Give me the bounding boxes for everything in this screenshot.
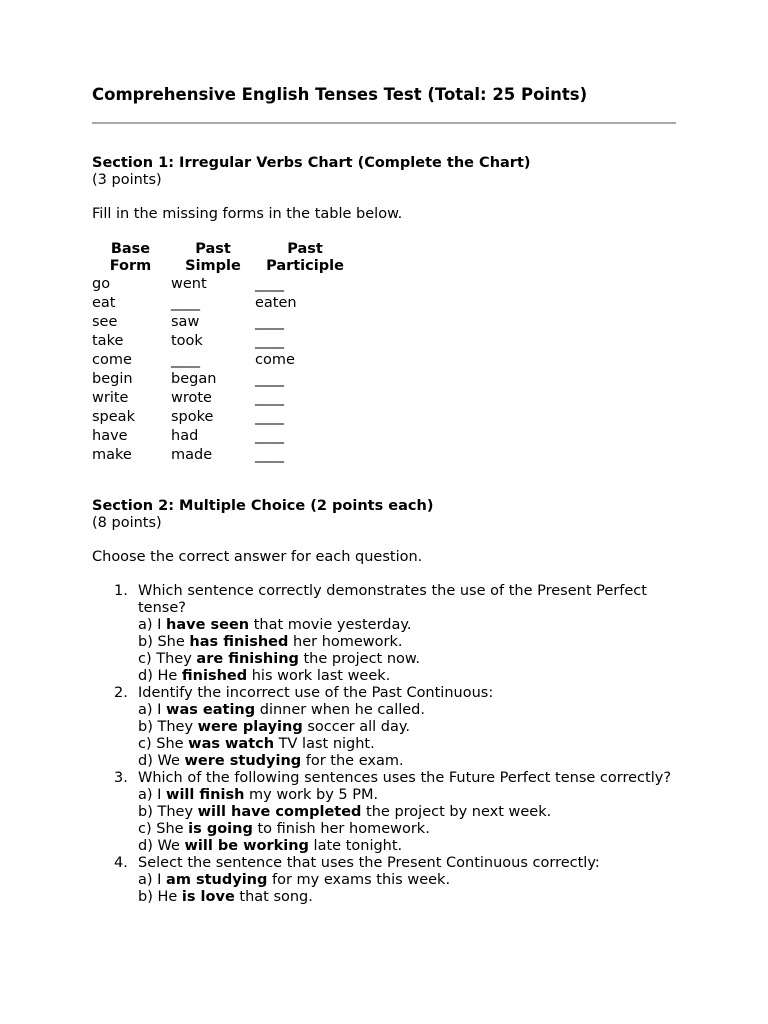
cell-past: wrote: [171, 390, 212, 406]
table-row: [92, 313, 369, 332]
section2-points: (8 points): [92, 515, 162, 531]
question-3: [92, 770, 672, 855]
cell-past: went: [171, 276, 207, 292]
cell-past: spoke: [171, 409, 214, 425]
option-d: [138, 753, 672, 770]
option-prefix: b) They: [138, 804, 198, 820]
option-suffix: for the exam.: [301, 753, 404, 769]
question-text: Which of the following sentences uses the Future Perfect tense correctly?: [138, 770, 672, 786]
cell-past: ____: [171, 352, 200, 368]
option-verb: were studying: [184, 753, 302, 769]
header-base-line1: Base: [110, 241, 151, 257]
verbs-table-body: [92, 275, 369, 465]
cell-participle: ____: [255, 371, 284, 387]
table-row: [92, 294, 369, 313]
question-number: 1.: [114, 583, 128, 599]
question-text: Identify the incorrect use of the Past Continuous:: [138, 685, 494, 701]
cell-base: take: [92, 333, 124, 349]
header-participle-line2: Participle: [266, 258, 344, 274]
option-b: [138, 804, 672, 821]
header-base-line2: Form: [109, 258, 152, 274]
section1-heading: Section 1: Irregular Verbs Chart (Complete the Chart): [92, 155, 531, 171]
option-prefix: d) We: [138, 838, 185, 854]
option-verb: is going: [188, 821, 253, 837]
option-verb: am studying: [166, 872, 268, 888]
option-suffix: dinner when he called.: [255, 702, 425, 718]
option-verb: finished: [181, 668, 248, 684]
option-prefix: c) They: [138, 651, 197, 667]
cell-participle: ____: [255, 390, 284, 406]
option-verb: was watch: [188, 736, 275, 752]
option-c: [138, 821, 672, 838]
option-prefix: b) They: [138, 719, 198, 735]
header-past-line1: Past: [195, 241, 231, 257]
option-verb: have seen: [166, 617, 250, 633]
option-suffix: TV last night.: [274, 736, 375, 752]
option-a: [138, 702, 672, 719]
option-prefix: d) He: [138, 668, 182, 684]
verbs-table: [92, 241, 369, 465]
option-c: [138, 736, 672, 753]
option-b: [138, 719, 672, 736]
question-4: [92, 855, 672, 906]
option-prefix: b) She: [138, 634, 190, 650]
option-d: [138, 668, 672, 685]
option-suffix: his work last week.: [247, 668, 391, 684]
option-suffix: late tonight.: [308, 838, 403, 854]
table-row: [92, 332, 369, 351]
option-suffix: the project by next week.: [361, 804, 552, 820]
cell-past: made: [171, 447, 213, 463]
option-prefix: c) She: [138, 736, 189, 752]
question-1: [92, 583, 672, 685]
option-b: [138, 634, 672, 651]
question-text: Select the sentence that uses the Present Continuous correctly:: [138, 855, 600, 871]
question-number: 3.: [114, 770, 128, 786]
cell-base: have: [92, 428, 128, 444]
cell-past: had: [171, 428, 199, 444]
table-row: [92, 275, 369, 294]
cell-base: come: [92, 352, 132, 368]
option-verb: was eating: [166, 702, 256, 718]
cell-participle: ____: [255, 314, 284, 330]
question-text: Which sentence correctly demonstrates the use of the Present Perfect tense?: [138, 583, 647, 616]
cell-participle: ____: [255, 276, 284, 292]
cell-past: began: [171, 371, 217, 387]
table-row: [92, 389, 369, 408]
option-suffix: her homework.: [288, 634, 403, 650]
option-b: [138, 889, 672, 906]
cell-base: see: [92, 314, 118, 330]
option-suffix: my work by 5 PM.: [244, 787, 379, 803]
table-row: [92, 446, 369, 465]
option-prefix: a) I: [138, 617, 167, 633]
cell-participle: ____: [255, 409, 284, 425]
header-past-line2: Simple: [185, 258, 241, 274]
option-verb: has finished: [189, 634, 289, 650]
cell-past: saw: [171, 314, 200, 330]
header-participle-line1: Past: [287, 241, 323, 257]
option-verb: are finishing: [196, 651, 299, 667]
cell-participle: ____: [255, 333, 284, 349]
option-a: [138, 872, 672, 889]
question-number: 2.: [114, 685, 128, 701]
header-past-participle: [255, 241, 369, 275]
option-prefix: d) We: [138, 753, 185, 769]
cell-participle: ____: [255, 428, 284, 444]
option-suffix: to finish her homework.: [252, 821, 430, 837]
option-suffix: soccer all day.: [302, 719, 410, 735]
section1-header: [92, 155, 531, 189]
option-a: [138, 617, 672, 634]
option-verb: is love: [181, 889, 235, 905]
cell-participle: eaten: [255, 295, 297, 311]
title-divider: [92, 122, 676, 124]
question-2: [92, 685, 672, 770]
option-suffix: the project now.: [298, 651, 421, 667]
cell-base: eat: [92, 295, 116, 311]
header-base-form: [92, 241, 171, 275]
cell-base: begin: [92, 371, 133, 387]
table-row: [92, 370, 369, 389]
header-past-simple: [171, 241, 255, 275]
table-row: [92, 408, 369, 427]
option-prefix: a) I: [138, 787, 167, 803]
section2-instruction: Choose the correct answer for each question.: [92, 549, 423, 565]
cell-base: write: [92, 390, 129, 406]
option-a: [138, 787, 672, 804]
option-verb: will be working: [184, 838, 309, 854]
section2-header: [92, 498, 433, 532]
question-list: [92, 583, 672, 906]
option-verb: will have completed: [197, 804, 362, 820]
table-row: [92, 351, 369, 370]
page-title: Comprehensive English Tenses Test (Total: 25 Points): [92, 85, 588, 104]
option-suffix: that song.: [234, 889, 313, 905]
cell-past: ____: [171, 295, 200, 311]
question-number: 4.: [114, 855, 128, 871]
option-suffix: for my exams this week.: [267, 872, 451, 888]
table-row: [92, 427, 369, 446]
option-prefix: a) I: [138, 872, 167, 888]
cell-past: took: [171, 333, 203, 349]
cell-base: make: [92, 447, 132, 463]
cell-participle: ____: [255, 447, 284, 463]
option-verb: will finish: [166, 787, 245, 803]
cell-base: go: [92, 276, 111, 292]
option-prefix: b) He: [138, 889, 182, 905]
option-suffix: that movie yesterday.: [249, 617, 412, 633]
section1-points: (3 points): [92, 172, 162, 188]
verbs-table-header-row: [92, 241, 369, 275]
section2-heading: Section 2: Multiple Choice (2 points each): [92, 498, 434, 514]
cell-participle: come: [255, 352, 295, 368]
option-d: [138, 838, 672, 855]
option-c: [138, 651, 672, 668]
option-verb: were playing: [197, 719, 303, 735]
option-prefix: c) She: [138, 821, 189, 837]
section1-instruction: Fill in the missing forms in the table below.: [92, 206, 403, 222]
option-prefix: a) I: [138, 702, 167, 718]
cell-base: speak: [92, 409, 135, 425]
